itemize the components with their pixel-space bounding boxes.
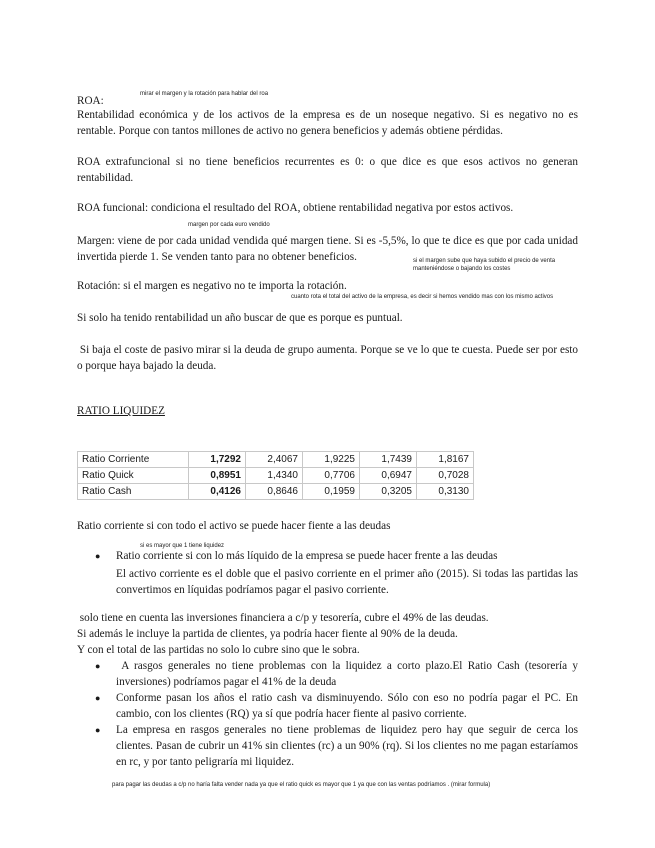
table-cell: 0,4126	[189, 484, 246, 500]
note-rotacion: cuanto rota el total del activo de la empresa, es decir si hemos vendido mas con los mismo activos	[291, 294, 554, 300]
row-label: Ratio Corriente	[78, 452, 189, 468]
table-cell: 1,7439	[360, 452, 417, 468]
note-costes: manteniéndose o bajando los costes	[413, 266, 511, 272]
note-margen-euro: margen por cada euro vendido	[188, 222, 270, 228]
table-cell: 0,7706	[303, 468, 360, 484]
table-cell: 0,8646	[246, 484, 303, 500]
roa-paragraph-7: Si baja el coste de pasivo mirar si la deuda de grupo aumenta. Porque se ve lo que te cuesta. Puede ser por esto o porque haya bajado la deuda.	[77, 344, 581, 372]
liquidez-paragraph-4: Y con el total de las partidas no solo lo cubre sino que le sobra.	[77, 644, 360, 656]
table-cell: 1,9225	[303, 452, 360, 468]
table-cell: 0,1959	[303, 484, 360, 500]
roa-paragraph-6: Si solo ha tenido rentabilidad un año buscar de que es porque es puntual.	[77, 312, 403, 324]
liquidez-paragraph-1: Ratio corriente si con todo el activo se puede hacer fiente a las deudas	[77, 520, 391, 532]
bullet-icon: ●	[95, 725, 101, 735]
table-cell: 0,7028	[417, 468, 474, 484]
table-cell: 0,3205	[360, 484, 417, 500]
table-cell: 0,6947	[360, 468, 417, 484]
table-row	[78, 484, 474, 500]
roa-paragraph-1: Rentabilidad económica y de los activos de la empresa es de un noseque negativo. Si es negativo no es rentable. Porque con tantos millones de activo no genera beneficios y además obtiene pérdidas.	[77, 109, 578, 137]
bullet-3: Conforme pasan los años el ratio cash va disminuyendo. Sólo con eso no podría pagar el PC. En cambio, con los clientes (RQ) ya sí que podría hacer fiente al pasivo corriente.	[116, 692, 578, 720]
liquidez-paragraph-3: Si además le incluye la partida de clientes, ya podría hacer fiente al 90% de la deuda.	[77, 628, 458, 640]
bullet-2: A rasgos generales no tiene problemas con la liquidez a corto plazo.El Ratio Cash (tesorería y inversiones) podríamos pagar el 41% de la deuda	[116, 660, 581, 688]
note-mayor-que-1: si es mayor que 1 tiene liquidez	[140, 543, 225, 549]
table-cell: 2,4067	[246, 452, 303, 468]
note-ratio-quick: para pagar las deudas a c/p no haría falta vender nada ya que el ratio quick es mayor que 1 ya que con las ventas podríamos . (mirar formula)	[112, 782, 491, 788]
table-cell: 1,7292	[189, 452, 246, 468]
table-cell: 1,4340	[246, 468, 303, 484]
table-cell: 0,3130	[417, 484, 474, 500]
bullet-4: La empresa en rasgos generales no tiene problemas de liquidez pero hay que seguir de cerca los clientes. Pasan de cubrir un 41% sin clientes (rc) a un 90% (rq). Si los clientes no me pagan estaríamos en rc, y por tanto peligraría mi liquidez.	[116, 724, 578, 768]
bullet-icon: ●	[95, 661, 101, 671]
table-row	[78, 468, 474, 484]
roa-heading: ROA:	[77, 95, 104, 107]
bullet-1-line-1: Ratio corriente si con lo más líquido de la empresa se puede hacer frente a las deudas	[116, 550, 498, 562]
bullet-icon: ●	[95, 551, 101, 561]
note-margen-sube: si el margen sube que haya subido el precio de venta	[413, 258, 556, 264]
liquidez-heading: RATIO LIQUIDEZ	[77, 405, 165, 417]
liquidez-paragraph-2: solo tiene en cuenta las inversiones financiera a c/p y tesorería, cubre el 49% de las deudas.	[77, 612, 489, 624]
table-row	[78, 452, 474, 468]
roa-paragraph-5: Rotación: si el margen es negativo no te importa la rotación.	[77, 280, 347, 292]
table-cell: 1,8167	[417, 452, 474, 468]
row-label: Ratio Quick	[78, 468, 189, 484]
roa-paragraph-3: ROA funcional: condiciona el resultado del ROA, obtiene rentabilidad negativa por estos activos.	[77, 202, 514, 214]
row-label: Ratio Cash	[78, 484, 189, 500]
roa-paragraph-4: Margen: viene de por cada unidad vendida qué margen tiene. Si es -5,5%, lo que te dice es que por cada unidad invertida pierde 1. Se venden tanto para no obtener beneficios.	[77, 235, 578, 263]
note-margen-rotacion: mirar el margen y la rotación para hablar del roa	[140, 91, 269, 97]
bullet-icon: ●	[95, 693, 101, 703]
ratio-table	[77, 451, 474, 500]
table-cell: 0,8951	[189, 468, 246, 484]
bullet-1-line-2: El activo corriente es el doble que el pasivo corriente en el primer año (2015). Si todas las partidas las convertimos en líquidas podríamos pagar el pasivo corriente.	[116, 568, 578, 596]
roa-paragraph-2: ROA extrafuncional si no tiene beneficios recurrentes es 0: o que dice es que esos activos no generan rentabilidad.	[77, 156, 578, 184]
